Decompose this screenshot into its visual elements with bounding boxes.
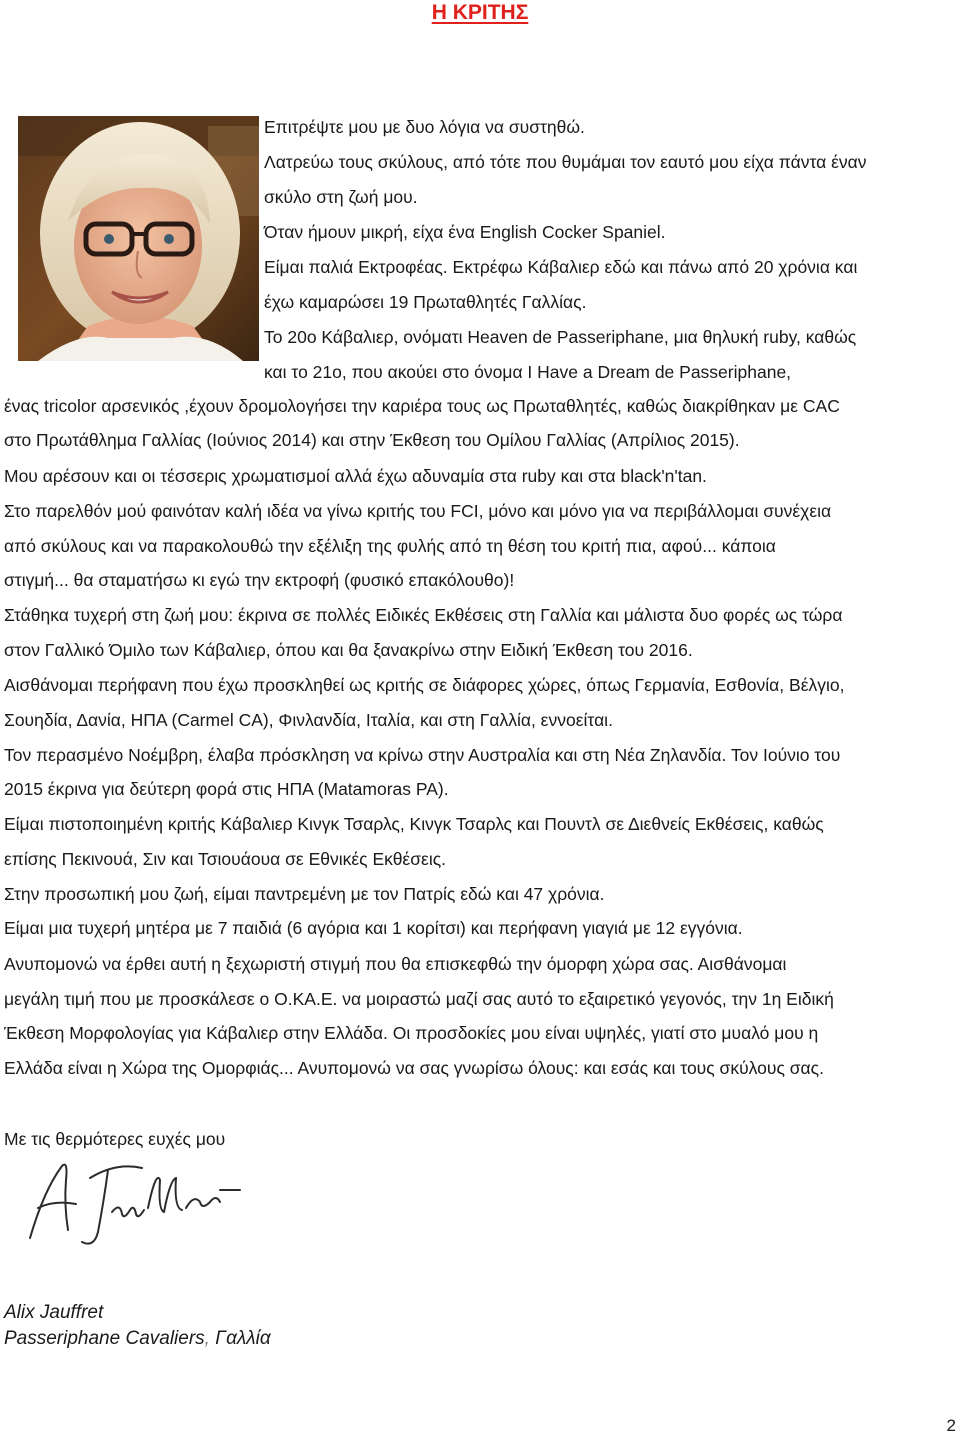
signature <box>24 1150 244 1250</box>
intro-line: Επιτρέψτε μου με δυο λόγια να συστηθώ. <box>264 117 585 137</box>
intro-line: Είμαι παλιά Εκτροφέας. Εκτρέφω Κάβαλιερ εδώ και πάνω από 20 χρόνια και <box>264 257 858 277</box>
intro-line: και το 21ο, που ακούει στο όνομα I Have a Dream de Passeriphane, <box>264 362 792 382</box>
body-line: επίσης Πεκινουά, Σιν και Τσιουάουα σε Εθνικές Εκθέσεις. <box>4 849 447 869</box>
page-number: 2 <box>946 1416 956 1435</box>
body-line: από σκύλους και να παρακολουθώ την εξέλιξη της φυλής από τη θέση του κριτή πια, αφού... κάποια <box>4 536 776 556</box>
body-line: Έκθεση Μορφολογίας για Κάβαλιερ στην Ελλάδα. Οι προσδοκίες μου είναι υψηλές, γιατί στο μυαλό μου η <box>4 1023 819 1043</box>
body-line: ένας tricolor αρσενικός ,έχουν δρομολογήσει την καριέρα τους ως Πρωταθλητές, καθώς διακρίθηκαν με CAC <box>4 396 840 416</box>
body-line: Ανυπομονώ να έρθει αυτή η ξεχωριστή στιγμή που θα επισκεφθώ την όμορφη χώρα σας. Αισθάνομαι <box>4 954 787 974</box>
body-line: Σουηδία, Δανία, ΗΠΑ (Carmel CA), Φινλανδία, Ιταλία, και στη Γαλλία, εννοείται. <box>4 710 613 730</box>
body-line: Είμαι μια τυχερή μητέρα με 7 παιδιά (6 αγόρια και 1 κορίτσι) και περήφανη γιαγιά με 12 εγγόνια. <box>4 918 743 938</box>
body-line: στον Γαλλικό Όμιλο των Κάβαλιερ, όπου και θα ξανακρίνω στην Ειδική Έκθεση του 2016. <box>4 640 693 660</box>
closing-greeting: Με τις θερμότερες ευχές μου <box>4 1129 226 1149</box>
body-line: Στην προσωπική μου ζωή, είμαι παντρεμένη με τον Πατρίς εδώ και 47 χρόνια. <box>4 884 605 904</box>
body-line: Τον περασμένο Νοέμβρη, έλαβα πρόσκληση να κρίνω στην Αυστραλία και στη Νέα Ζηλανδία. Τον Ιούνιο του <box>4 745 841 765</box>
body-line: Είμαι πιστοποιημένη κριτής Κάβαλιερ Κινγκ Τσαρλς, Κινγκ Τσαρλς και Πουντλ σε Διεθνείς Εκθέσεις, καθώς <box>4 814 824 834</box>
intro-line: έχω καμαρώσει 19 Πρωταθλητές Γαλλίας. <box>264 292 587 312</box>
body-line: Στάθηκα τυχερή στη ζωή μου: έκρινα σε πολλές Ειδικές Εκθέσεις στη Γαλλία και μάλιστα δυο φορές ως τώρα <box>4 605 843 625</box>
intro-line: σκύλο στη ζωή μου. <box>264 187 418 207</box>
author-name: Alix Jauffret <box>4 1302 104 1323</box>
intro-line: Όταν ήμουν μικρή, είχα ένα English Cocker Spaniel. <box>264 222 666 242</box>
body-line: μεγάλη τιμή που με προσκάλεσε ο Ο.ΚΑ.Ε. να μοιραστώ μαζί σας αυτό το εξαιρετικό γεγονός, την 1η Ειδική <box>4 989 834 1009</box>
body-line: Μου αρέσουν και οι τέσσερις χρωματισμοί αλλά έχω αδυναμία στα ruby και στα black'n'tan. <box>4 466 707 486</box>
kennel-name: Passeriphane Cavaliers <box>4 1328 205 1349</box>
country: Γαλλία <box>215 1328 271 1349</box>
intro-line: Λατρεύω τους σκύλους, από τότε που θυμάμαι τον εαυτό μου είχα πάντα έναν <box>264 152 867 172</box>
body-line: Στο παρελθόν μού φαινόταν καλή ιδέα να γίνω κριτής του FCI, μόνο και μόνο για να περιβάλλομαι συνέχεια <box>4 501 832 521</box>
body-line: στο Πρωτάθλημα Γαλλίας (Ιούνιος 2014) και στην Έκθεση του Ομίλου Γαλλίας (Απρίλιος 2015). <box>4 430 740 450</box>
author-affiliation <box>4 1326 271 1352</box>
kennel-separator: , <box>204 1328 210 1349</box>
author-photo <box>18 116 259 361</box>
intro-line: Το 20ο Κάβαλιερ, ονόματι Heaven de Passeriphane, μια θηλυκή ruby, καθώς <box>264 327 857 347</box>
body-line: Ελλάδα είναι η Χώρα της Ομορφιάς... Ανυπομονώ να σας γνωρίσω όλους: και εσάς και τους σκύλους σας. <box>4 1058 824 1078</box>
body-line: Αισθάνομαι περήφανη που έχω προσκληθεί ως κριτής σε διάφορες χώρες, όπως Γερμανία, Εσθονία, Βέλγιο, <box>4 675 845 695</box>
body-line: 2015 έκρινα για δεύτερη φορά στις ΗΠΑ (Matamoras PA). <box>4 779 449 799</box>
page-title: Η ΚΡΙΤΗΣ <box>431 1 529 24</box>
body-line: στιγμή... θα σταματήσω κι εγώ την εκτροφή (φυσικό επακόλουθο)! <box>4 570 515 590</box>
